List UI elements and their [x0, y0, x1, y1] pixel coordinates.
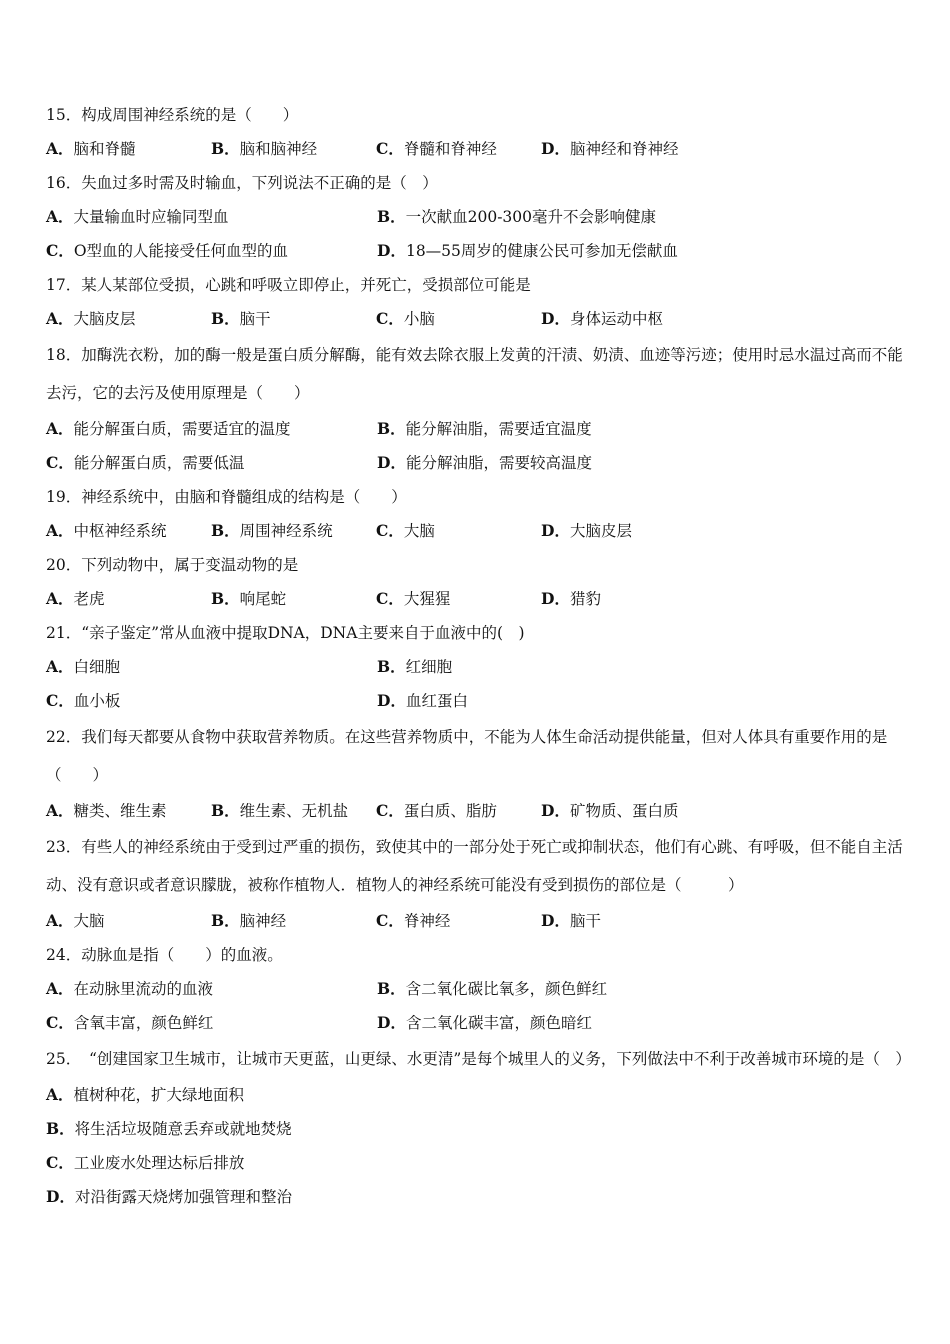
option-text: 大脑皮层: [569, 522, 632, 540]
option-text: 脑和脑神经: [239, 140, 318, 158]
option-letter: A．: [46, 979, 74, 998]
option-text: 老虎: [73, 590, 105, 608]
option-letter: D．: [541, 911, 570, 930]
option-letter: B．: [211, 309, 240, 328]
question-stem: 19．神经系统中，由脑和脊髓组成的结构是（ ）: [46, 488, 407, 506]
option-text: 矿物质、蛋白质: [569, 802, 679, 820]
option-letter: A．: [46, 309, 74, 328]
answer-option: [541, 904, 706, 938]
answer-option: [377, 200, 708, 234]
option-text: 身体运动中枢: [569, 310, 663, 328]
option-letter: A．: [46, 1085, 74, 1104]
option-letter: B．: [211, 139, 240, 158]
option-letter: B．: [377, 657, 406, 676]
answer-option: [46, 514, 211, 548]
option-text: 大猩猩: [403, 590, 451, 608]
answer-option: [46, 794, 211, 828]
option-text: 脑和脊髓: [73, 140, 136, 158]
answer-option: [377, 1006, 708, 1040]
option-text: 对沿街露天烧烤加强管理和整治: [74, 1188, 292, 1206]
option-text: 大脑皮层: [73, 310, 136, 328]
option-text: 血红蛋白: [405, 692, 468, 710]
option-row: [46, 302, 910, 336]
option-letter: C．: [46, 453, 74, 472]
option-text: 含二氧化碳比氧多，颜色鲜红: [405, 980, 608, 998]
option-letter: B．: [46, 1119, 75, 1138]
option-letter: A．: [46, 657, 74, 676]
option-text: 一次献血200-300毫升不会影响健康: [405, 208, 657, 226]
option-text: 能分解蛋白质，需要低温: [73, 454, 245, 472]
answer-option: [377, 234, 708, 268]
answer-option: [211, 582, 376, 616]
question-stem: 18．加酶洗衣粉，加的酶一般是蛋白质分解酶，能有效去除衣服上发黄的汗渍、奶渍、血迹等污迹；使用时忌水温过高而不能去污，它的去污及使用原理是（ ）: [46, 346, 903, 402]
answer-option: [541, 794, 706, 828]
option-letter: B．: [377, 979, 406, 998]
answer-option: [46, 302, 211, 336]
option-letter: A．: [46, 801, 74, 820]
option-text: 能分解油脂，需要较高温度: [405, 454, 592, 472]
option-row: [46, 794, 910, 828]
option-text: 18—55周岁的健康公民可参加无偿献血: [405, 242, 678, 260]
option-row: [46, 446, 910, 480]
option-text: 工业废水处理达标后排放: [73, 1154, 245, 1172]
question-stem: 20．下列动物中，属于变温动物的是: [46, 556, 299, 574]
option-letter: C．: [376, 139, 404, 158]
answer-option: [211, 904, 376, 938]
answer-option: [46, 132, 211, 166]
option-letter: B．: [211, 911, 240, 930]
question-stem: 25． “创建国家卫生城市，让城市天更蓝，山更绿、水更清”是每个城里人的义务，下列做法中不利于改善城市环境的是（ ）: [46, 1050, 911, 1068]
answer-option: [376, 582, 541, 616]
option-text: 将生活垃圾随意丢弃或就地焚烧: [74, 1120, 292, 1138]
option-letter: C．: [376, 911, 404, 930]
option-letter: D．: [541, 309, 570, 328]
option-text: 中枢神经系统: [73, 522, 167, 540]
option-row: [46, 200, 910, 234]
option-letter: C．: [46, 1153, 74, 1172]
answer-option: [541, 132, 706, 166]
option-text: O型血的人能接受任何血型的血: [73, 242, 289, 260]
option-row: [46, 1180, 910, 1214]
option-letter: C．: [46, 241, 74, 260]
answer-option: [377, 684, 708, 718]
option-text: 猎豹: [569, 590, 601, 608]
answer-option: [46, 446, 377, 480]
option-text: 血小板: [73, 692, 121, 710]
option-letter: B．: [211, 801, 240, 820]
question-stem: 17．某人某部位受损，心跳和呼吸立即停止，并死亡，受损部位可能是: [46, 276, 531, 294]
option-row: [46, 972, 910, 1006]
option-letter: A．: [46, 207, 74, 226]
option-text: 脑神经和脊神经: [569, 140, 679, 158]
option-letter: A．: [46, 589, 74, 608]
option-row: [46, 514, 910, 548]
option-row: [46, 412, 910, 446]
option-text: 大脑: [403, 522, 435, 540]
answer-option: [211, 794, 376, 828]
answer-option: [377, 446, 708, 480]
answer-option: [46, 1006, 377, 1040]
answer-option: [211, 514, 376, 548]
option-row: [46, 234, 910, 268]
option-letter: D．: [377, 691, 406, 710]
option-letter: C．: [376, 309, 404, 328]
answer-option: [211, 302, 376, 336]
question-stem: 22．我们每天都要从食物中获取营养物质。在这些营养物质中，不能为人体生命活动提供能量，但对人体具有重要作用的是（ ）: [46, 728, 888, 784]
option-letter: D．: [46, 1187, 75, 1206]
answer-option: [46, 234, 377, 268]
option-text: 植树种花，扩大绿地面积: [73, 1086, 245, 1104]
question-stem: 21．“亲子鉴定”常从血液中提取DNA，DNA主要来自于血液中的( ): [46, 624, 525, 642]
option-text: 红细胞: [405, 658, 453, 676]
option-text: 脑干: [569, 912, 601, 930]
option-letter: C．: [376, 521, 404, 540]
option-text: 大脑: [73, 912, 105, 930]
option-row: [46, 650, 910, 684]
option-text: 含氧丰富，颜色鲜红: [73, 1014, 214, 1032]
answer-option: [376, 794, 541, 828]
option-row: [46, 582, 910, 616]
answer-option: [46, 1146, 910, 1180]
option-text: 响尾蛇: [239, 590, 287, 608]
answer-option: [541, 582, 706, 616]
answer-option: [46, 200, 377, 234]
option-text: 小脑: [403, 310, 435, 328]
option-row: [46, 684, 910, 718]
answer-option: [376, 302, 541, 336]
option-text: 脊神经: [403, 912, 451, 930]
option-letter: C．: [46, 691, 74, 710]
option-letter: C．: [46, 1013, 74, 1032]
option-row: [46, 132, 910, 166]
answer-option: [46, 684, 377, 718]
option-letter: C．: [376, 801, 404, 820]
option-text: 脊髓和脊神经: [403, 140, 497, 158]
option-text: 周围神经系统: [239, 522, 333, 540]
option-letter: B．: [211, 589, 240, 608]
answer-option: [46, 412, 377, 446]
option-letter: B．: [211, 521, 240, 540]
answer-option: [46, 1112, 910, 1146]
option-row: [46, 1006, 910, 1040]
answer-option: [46, 1180, 910, 1214]
question-stem: 23．有些人的神经系统由于受到过严重的损伤，致使其中的一部分处于死亡或抑制状态，他们有心跳、有呼吸，但不能自主活动、没有意识或者意识朦胧，被称作植物人．植物人的神经系统可能没有受到损伤的部位是（ ）: [46, 838, 903, 894]
question-stem: 24．动脉血是指（ ）的血液。: [46, 946, 283, 964]
option-letter: A．: [46, 419, 74, 438]
option-text: 维生素、无机盐: [239, 802, 349, 820]
option-letter: A．: [46, 521, 74, 540]
answer-option: [46, 972, 377, 1006]
answer-option: [377, 650, 708, 684]
option-letter: D．: [541, 801, 570, 820]
option-letter: D．: [541, 589, 570, 608]
question-stem: 16．失血过多时需及时输血，下列说法不正确的是（ ）: [46, 174, 438, 192]
answer-option: [377, 412, 708, 446]
answer-option: [46, 1078, 910, 1112]
option-text: 糖类、维生素: [73, 802, 167, 820]
option-text: 能分解蛋白质，需要适宜的温度: [73, 420, 291, 438]
option-letter: C．: [376, 589, 404, 608]
option-text: 白细胞: [73, 658, 121, 676]
option-row: [46, 1112, 910, 1146]
answer-option: [376, 904, 541, 938]
answer-option: [46, 904, 211, 938]
option-letter: B．: [377, 207, 406, 226]
answer-option: [376, 514, 541, 548]
option-letter: D．: [377, 453, 406, 472]
option-row: [46, 1078, 910, 1112]
answer-option: [541, 514, 706, 548]
option-letter: D．: [377, 1013, 406, 1032]
option-row: [46, 904, 910, 938]
answer-option: [376, 132, 541, 166]
option-letter: A．: [46, 139, 74, 158]
question-list: [46, 98, 910, 1214]
option-row: [46, 1146, 910, 1180]
option-text: 能分解油脂，需要适宜温度: [405, 420, 592, 438]
option-letter: D．: [377, 241, 406, 260]
option-text: 脑干: [239, 310, 271, 328]
option-text: 蛋白质、脂肪: [403, 802, 497, 820]
answer-option: [211, 132, 376, 166]
answer-option: [541, 302, 706, 336]
option-letter: D．: [541, 139, 570, 158]
option-text: 脑神经: [239, 912, 287, 930]
answer-option: [46, 650, 377, 684]
question-stem: 15．构成周围神经系统的是（ ）: [46, 106, 299, 124]
option-letter: D．: [541, 521, 570, 540]
option-text: 大量输血时应输同型血: [73, 208, 229, 226]
option-text: 在动脉里流动的血液: [73, 980, 214, 998]
answer-option: [377, 972, 708, 1006]
answer-option: [46, 582, 211, 616]
option-letter: B．: [377, 419, 406, 438]
option-letter: A．: [46, 911, 74, 930]
option-text: 含二氧化碳丰富，颜色暗红: [405, 1014, 592, 1032]
